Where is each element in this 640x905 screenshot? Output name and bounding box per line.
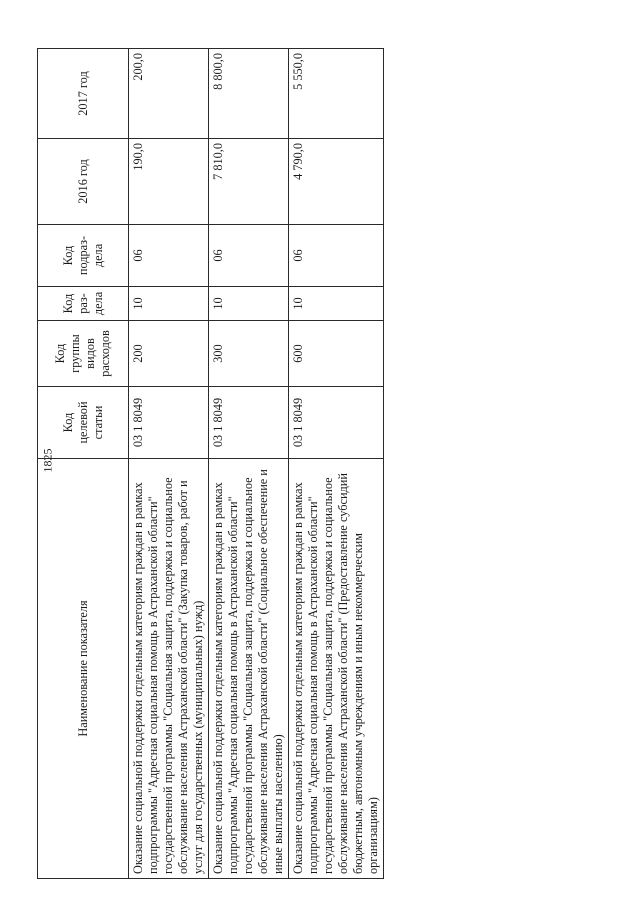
row-year-2017: 5 550,0 <box>289 49 384 139</box>
row-year-2017: 200,0 <box>129 49 209 139</box>
header-row <box>38 49 129 879</box>
table-body <box>129 49 384 879</box>
budget-table-container <box>37 49 380 879</box>
row-expense-group-code: 300 <box>209 321 289 387</box>
row-expense-group-code: 200 <box>129 321 209 387</box>
table-header <box>38 49 129 879</box>
row-year-2017: 8 800,0 <box>209 49 289 139</box>
row-section-code: 10 <box>209 287 289 321</box>
header-year-2017: 2017 год <box>38 49 129 139</box>
row-name: Оказание социальной поддержки отдельным категориям граждан в рамках подпрограммы "Адресная социальная помощь в Астраханской области" государственной программы "Социальная защита, поддержка и социальное обслуживание населения Астраханской области" (Закупка товаров, работ и услуг для государственных (муниципальных) нужд) <box>129 459 209 879</box>
header-target-code: Код целевой статьи <box>38 387 129 459</box>
row-expense-group-code: 600 <box>289 321 384 387</box>
row-name: Оказание социальной поддержки отдельным категориям граждан в рамках подпрограммы "Адресная социальная помощь в Астраханской области" государственной программы "Социальная защита, поддержка и социальное обслуживание населения Астраханской области" (Предоставление субсидий бюджетным, автономным учреждениям и иным некоммерческим организациям) <box>289 459 384 879</box>
row-name: Оказание социальной поддержки отдельным категориям граждан в рамках подпрограммы "Адресная социальная помощь в Астраханской области" государственной программы "Социальная защита, поддержка и социальное обслуживание населения Астраханской области" (Социальное обеспечение и иные выплаты населению) <box>209 459 289 879</box>
table-row <box>209 49 289 879</box>
budget-table <box>37 48 384 879</box>
header-section-code: Код раз-дела <box>38 287 129 321</box>
header-year-2016: 2016 год <box>38 139 129 225</box>
row-year-2016: 4 790,0 <box>289 139 384 225</box>
row-year-2016: 7 810,0 <box>209 139 289 225</box>
row-subsection-code: 06 <box>129 225 209 287</box>
header-name: Наименование показателя <box>38 459 129 879</box>
row-year-2016: 190,0 <box>129 139 209 225</box>
table-row <box>289 49 384 879</box>
header-subsection-code: Код подраз-дела <box>38 225 129 287</box>
row-subsection-code: 06 <box>289 225 384 287</box>
row-section-code: 10 <box>289 287 384 321</box>
row-subsection-code: 06 <box>209 225 289 287</box>
row-target-code: 03 1 8049 <box>129 387 209 459</box>
header-expense-group-code: Код группы видов расходов <box>38 321 129 387</box>
table-row <box>129 49 209 879</box>
row-section-code: 10 <box>129 287 209 321</box>
row-target-code: 03 1 8049 <box>289 387 384 459</box>
page-number-text: 1825 <box>40 448 55 472</box>
row-target-code: 03 1 8049 <box>209 387 289 459</box>
